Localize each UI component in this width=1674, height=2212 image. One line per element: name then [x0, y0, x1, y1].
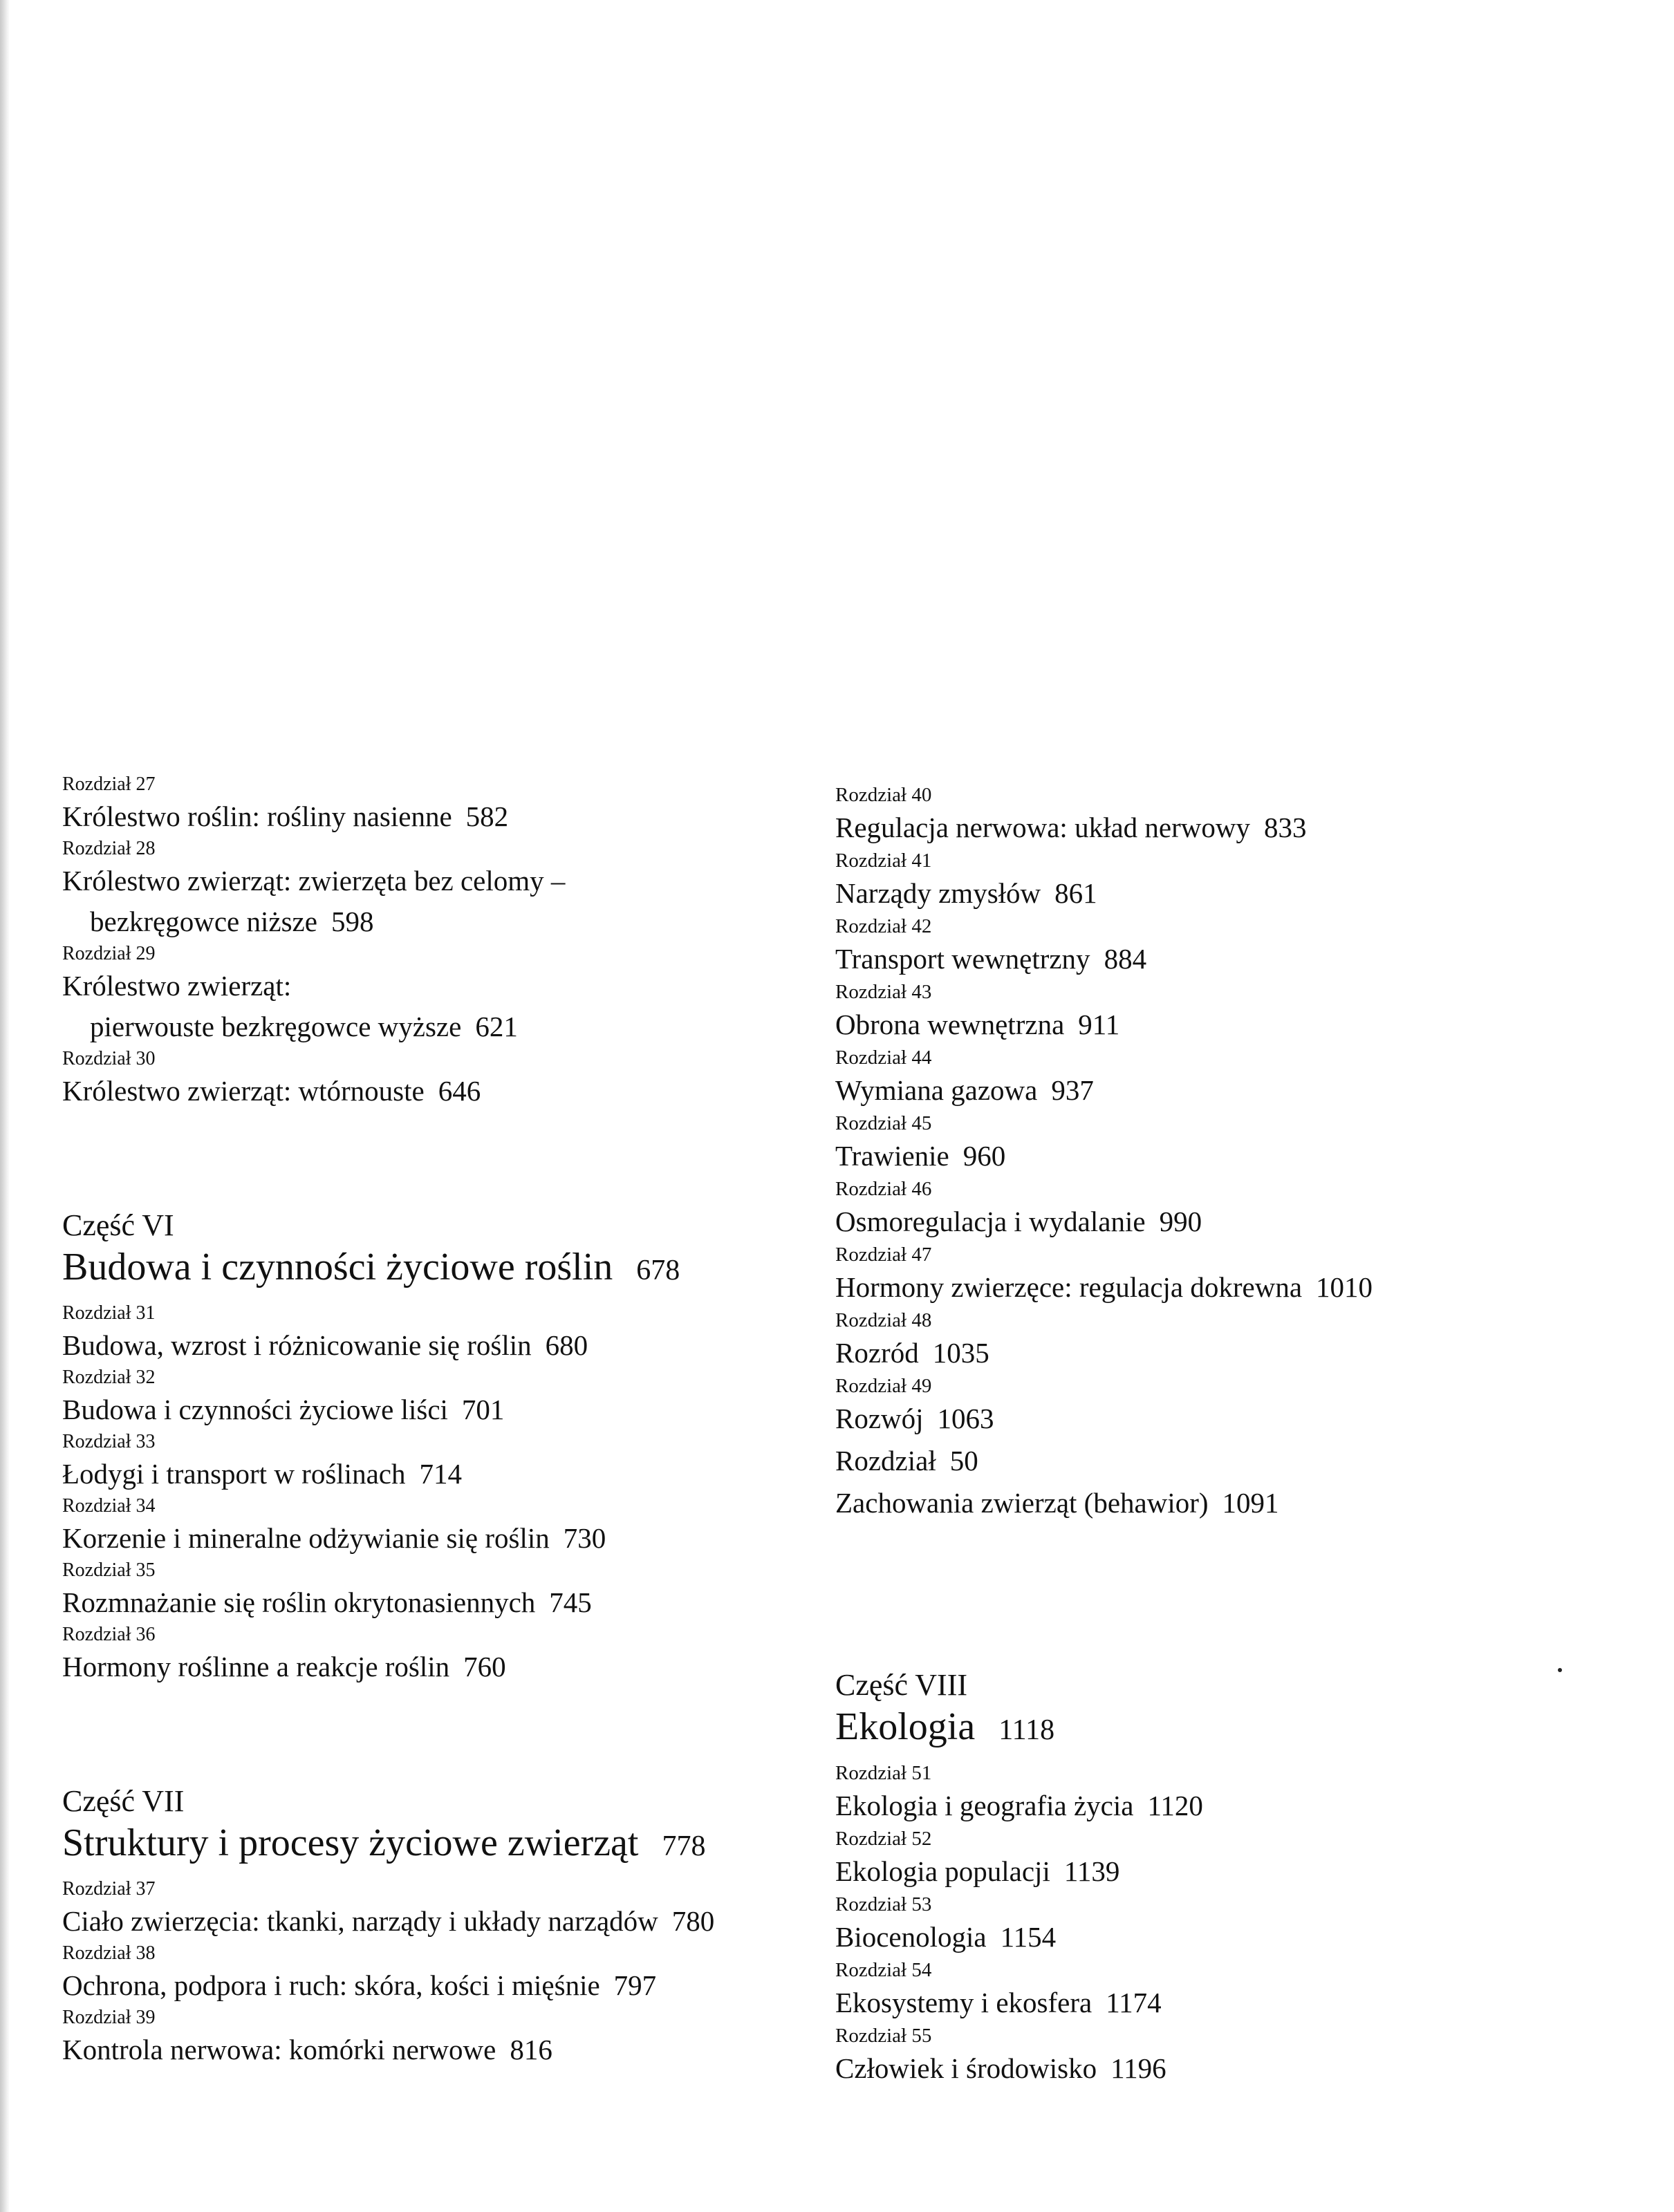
chapter-label: Rozdział 32 [62, 1367, 156, 1388]
chapter-title: Budowa, wzrost i różnicowanie się roślin [62, 1329, 532, 1361]
part-title: Struktury i procesy życiowe zwierząt [62, 1821, 639, 1864]
chapter-title: Kontrola nerwowa: komórki nerwowe [62, 2034, 496, 2065]
part-page: 1118 [998, 1714, 1055, 1746]
chapter-page: 1010 [1316, 1271, 1373, 1303]
chapter-title-line [835, 1069, 1617, 1112]
chapter-title: Królestwo zwierząt: zwierzęta bez celomy – [62, 865, 566, 897]
toc-entry-ch27[interactable] [62, 773, 795, 837]
toc-part-8 [835, 1667, 1617, 2090]
chapter-page: 797 [613, 1969, 657, 2001]
chapter-label: Rozdział 47 [835, 1244, 932, 1266]
chapter-title-line [62, 966, 795, 1006]
chapter-label: Rozdział 51 [835, 1762, 932, 1784]
chapter-label: Rozdział 33 [62, 1431, 156, 1452]
chapter-page: 1091 [1222, 1487, 1279, 1519]
toc-entry-ch28[interactable] [62, 837, 795, 942]
chapter-label: Rozdział 44 [835, 1047, 932, 1069]
chapter-title-line [835, 1332, 1617, 1374]
chapter-page: 701 [461, 1394, 505, 1425]
toc-entry-ch51[interactable] [835, 1761, 1617, 1827]
toc-entry-ch49[interactable] [835, 1374, 1617, 1440]
chapter-title-line [835, 1201, 1617, 1243]
toc-entry-ch55[interactable] [835, 2024, 1617, 2090]
chapter-title-continued: pierwouste bezkręgowce wyższe [90, 1011, 462, 1042]
chapter-label: Rozdział 35 [62, 1559, 156, 1581]
part-title-line[interactable] [62, 1244, 795, 1293]
chapter-title-line [835, 1266, 1617, 1309]
chapter-page: 1120 [1147, 1790, 1203, 1821]
chapter-label: Rozdział 54 [835, 1959, 932, 1981]
chapter-title-line [835, 1398, 1617, 1440]
chapter-title-line [62, 1071, 795, 1112]
chapter-title: Trawienie [835, 1140, 949, 1172]
chapter-page: 714 [419, 1458, 462, 1490]
chapter-title-line [835, 1482, 1617, 1524]
toc-entry-ch30[interactable] [62, 1047, 795, 1112]
chapter-title-continued: bezkręgowce niższe [90, 906, 317, 937]
toc-right-column [835, 783, 1617, 2090]
chapter-label: Rozdział 31 [62, 1302, 156, 1324]
chapter-page: 760 [463, 1651, 506, 1683]
toc-entry-ch52[interactable] [835, 1827, 1617, 1893]
chapter-title: Korzenie i mineralne odżywianie się roślin [62, 1522, 550, 1554]
part-label: Część VII [62, 1784, 185, 1818]
part-title: Budowa i czynności życiowe roślin [62, 1246, 613, 1288]
chapter-label: Rozdział 30 [62, 1048, 156, 1069]
part-label: Część VIII [835, 1668, 967, 1702]
chapter-title: Człowiek i środowisko [835, 2052, 1097, 2084]
chapter-page: 1035 [932, 1337, 989, 1369]
chapter-title-line [62, 1325, 795, 1366]
chapter-title-line [835, 938, 1617, 980]
chapter-title: Budowa i czynności życiowe liści [62, 1394, 448, 1425]
chapter-label: Rozdział 38 [62, 1942, 156, 1964]
chapter-title-line [835, 1916, 1617, 1958]
chapter-label: Rozdział 34 [62, 1495, 156, 1517]
part-title: Ekologia [835, 1705, 976, 1748]
chapter-title-line [835, 1982, 1617, 2024]
toc-entry-ch36[interactable] [62, 1623, 795, 1687]
chapter-title-line [62, 1389, 795, 1430]
chapter-title-line [835, 1135, 1617, 1177]
chapter-title: Zachowania zwierząt (behawior) [835, 1487, 1209, 1519]
chapter-title-line [62, 861, 795, 901]
part-label: Część VI [62, 1208, 174, 1242]
chapter-page: 680 [545, 1329, 588, 1361]
chapter-label: Rozdział 29 [62, 943, 156, 964]
chapter-page: 646 [438, 1075, 481, 1107]
chapter-title: Narządy zmysłów [835, 877, 1041, 909]
toc-entry-ch47[interactable] [835, 1243, 1617, 1309]
chapter-title: Łodygi i transport w roślinach [62, 1458, 406, 1490]
chapter-label: Rozdział 52 [835, 1828, 932, 1850]
toc-left-column [62, 773, 795, 2070]
toc-entry-ch29[interactable] [62, 942, 795, 1047]
chapter-label: Rozdział 46 [835, 1178, 932, 1200]
chapter-title-line [835, 807, 1617, 849]
chapter-title: Ciało zwierzęcia: tkanki, narządy i układy narządów [62, 1905, 658, 1937]
chapter-page: 884 [1104, 943, 1147, 975]
chapter-page: 598 [331, 906, 374, 937]
chapter-title: Obrona wewnętrzna [835, 1009, 1065, 1040]
chapter-title: Regulacja nerwowa: układ nerwowy [835, 812, 1250, 843]
chapter-title-line [62, 1582, 795, 1623]
chapter-label: Rozdział 27 [62, 774, 156, 795]
chapter-page: 780 [671, 1905, 715, 1937]
chapter-title: Hormony zwierzęce: regulacja dokrewna [835, 1271, 1303, 1303]
part-title-line[interactable] [835, 1704, 1617, 1753]
scan-speck [1558, 1668, 1562, 1672]
chapter-title-line [835, 2047, 1617, 2090]
chapter-title: Osmoregulacja i wydalanie [835, 1206, 1146, 1237]
chapter-title-line [62, 796, 795, 837]
chapter-page: 861 [1054, 877, 1097, 909]
chapter-title-line [62, 1006, 795, 1047]
chapter-label: Rozdział 40 [835, 784, 932, 806]
chapter-label: Rozdział 37 [62, 1878, 156, 1900]
chapter-page: 1154 [1000, 1921, 1057, 1953]
chapter-page: 745 [549, 1586, 592, 1618]
chapter-label: Rozdział 39 [62, 2007, 156, 2028]
chapter-label: Rozdział 53 [835, 1893, 932, 1915]
chapter-label: Rozdział 45 [835, 1112, 932, 1134]
chapter-label-number: 50 [949, 1445, 978, 1477]
toc-part-6 [62, 1207, 795, 1687]
toc-entry-ch41[interactable] [835, 849, 1617, 915]
chapter-label: Rozdział 36 [62, 1624, 156, 1645]
chapter-title: Rozmnażanie się roślin okrytonasiennych [62, 1586, 536, 1618]
chapter-label-word: Rozdział [835, 1445, 936, 1477]
chapter-title: Rozwój [835, 1403, 924, 1434]
toc-entry-ch50[interactable] [835, 1440, 1617, 1524]
chapter-title: Hormony roślinne a reakcje roślin [62, 1651, 450, 1683]
toc-entry-ch44[interactable] [835, 1046, 1617, 1112]
toc-entry-ch43[interactable] [835, 980, 1617, 1046]
chapter-page: 621 [475, 1011, 518, 1042]
chapter-page: 960 [962, 1140, 1006, 1172]
chapter-page: 1063 [937, 1403, 994, 1434]
toc-entry-ch31[interactable] [62, 1302, 795, 1366]
chapter-title: Rozród [835, 1337, 919, 1369]
toc-entry-ch48[interactable] [835, 1309, 1617, 1374]
chapter-title-line [835, 1785, 1617, 1827]
chapter-label: Rozdział 41 [835, 850, 932, 872]
chapter-title-line [62, 901, 795, 942]
chapter-title: Królestwo roślin: rośliny nasienne [62, 800, 452, 832]
chapter-title: Ekologia populacji [835, 1855, 1050, 1887]
chapter-title: Ekologia i geografia życia [835, 1790, 1134, 1821]
chapter-page: 1196 [1110, 2052, 1166, 2084]
part-page: 678 [636, 1255, 680, 1286]
chapter-title-line [835, 1850, 1617, 1893]
chapter-page: 937 [1051, 1074, 1094, 1106]
chapter-label: Rozdział 28 [62, 838, 156, 859]
chapter-title-line [62, 1901, 795, 1942]
chapter-page: 582 [465, 800, 509, 832]
toc-entry-ch32[interactable] [62, 1366, 795, 1430]
chapter-title-line [835, 1004, 1617, 1046]
toc-entry-ch37[interactable] [62, 1877, 795, 1942]
chapter-title: Wymiana gazowa [835, 1074, 1038, 1106]
chapter-page: 911 [1078, 1009, 1120, 1040]
chapter-label: Rozdział 43 [835, 981, 932, 1003]
toc-entry-ch34[interactable] [62, 1494, 795, 1559]
chapter-title-line [62, 2030, 795, 2070]
part-title-line[interactable] [62, 1820, 795, 1869]
chapter-page: 730 [563, 1522, 606, 1554]
scan-shadow-edge [0, 0, 10, 2212]
chapter-title-line [835, 872, 1617, 915]
chapter-label-large [835, 1440, 1617, 1482]
chapter-label: Rozdział 48 [835, 1309, 932, 1331]
chapter-title: Ekosystemy i ekosfera [835, 1987, 1092, 2018]
toc-entry-ch35[interactable] [62, 1559, 795, 1623]
chapter-page: 833 [1264, 812, 1307, 843]
toc-entry-ch33[interactable] [62, 1430, 795, 1494]
chapter-label: Rozdział 49 [835, 1375, 932, 1397]
toc-entry-ch42[interactable] [835, 915, 1617, 980]
chapter-title: Transport wewnętrzny [835, 943, 1090, 975]
chapter-title: Królestwo zwierząt: [62, 970, 292, 1002]
chapter-page: 990 [1159, 1206, 1202, 1237]
part-page: 778 [662, 1830, 706, 1862]
chapter-page: 1174 [1106, 1987, 1162, 2018]
toc-entry-ch38[interactable] [62, 1942, 795, 2006]
toc-entry-ch45[interactable] [835, 1112, 1617, 1177]
chapter-page: 816 [510, 2034, 552, 2065]
toc-part-7 [62, 1783, 795, 2070]
chapter-page: 1139 [1063, 1855, 1120, 1887]
chapter-title-line [62, 1454, 795, 1494]
chapter-title: Ochrona, podpora i ruch: skóra, kości i mięśnie [62, 1969, 600, 2001]
chapter-label: Rozdział 55 [835, 2025, 932, 2047]
toc-entry-ch54[interactable] [835, 1958, 1617, 2024]
chapter-title-line [62, 1518, 795, 1559]
chapter-title-line [62, 1647, 795, 1687]
toc-entry-ch40[interactable] [835, 783, 1617, 849]
chapter-title: Królestwo zwierząt: wtórnouste [62, 1075, 425, 1107]
toc-entry-ch46[interactable] [835, 1177, 1617, 1243]
toc-entry-ch53[interactable] [835, 1893, 1617, 1958]
toc-entry-ch39[interactable] [62, 2006, 795, 2070]
chapter-title: Biocenologia [835, 1921, 987, 1953]
chapter-title-line [62, 1965, 795, 2006]
chapter-label: Rozdział 42 [835, 915, 932, 937]
